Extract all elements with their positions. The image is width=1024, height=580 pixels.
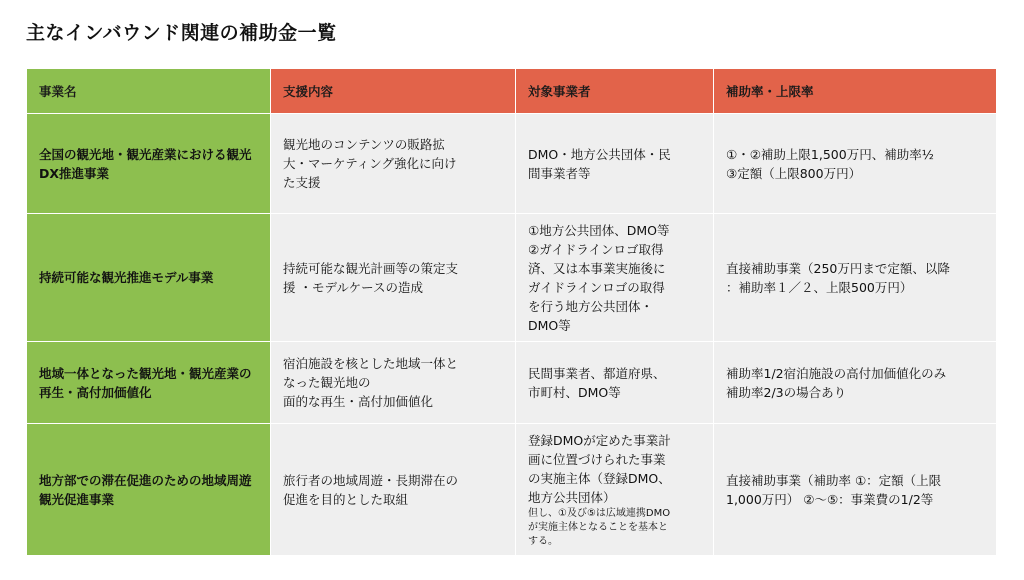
page-title: 主なインバウンド関連の補助金一覧	[26, 22, 337, 44]
target-entities: 登録DMOが定めた事業計 画に位置づけられた事業 の実施主体（登録DMO、 地方公共団体）	[528, 432, 671, 505]
support-content: 宿泊施設を核とした地域一体と なった観光地の 面的な再生・高付加価値化	[271, 342, 516, 424]
column-header-rate: 補助率・上限率	[714, 69, 997, 114]
subsidy-rate: ①・②補助上限1,500万円、補助率½ ③定額（上限800万円）	[714, 114, 997, 214]
program-name: 地域一体となった観光地・観光産業の再生・高付加価値化	[27, 342, 271, 424]
target-entities: ①地方公共団体、DMO等 ②ガイドラインロゴ取得 済、又は本事業実施後に ガイドラインロゴの取得 を行う地方公共団体・ DMO等	[516, 214, 714, 342]
program-name: 持続可能な観光推進モデル事業	[27, 214, 271, 342]
program-name: 全国の観光地・観光産業における観光DX推進事業	[27, 114, 271, 214]
support-content: 持続可能な観光計画等の策定支 援 ・モデルケースの造成	[271, 214, 516, 342]
target-entities-cell	[516, 424, 714, 556]
support-content: 旅行者の地域周遊・長期滞在の 促進を目的とした取組	[271, 424, 516, 556]
support-content: 観光地のコンテンツの販路拡 大・マーケティング強化に向け た支援	[271, 114, 516, 214]
table-row	[27, 114, 997, 214]
table-header-row	[27, 69, 997, 114]
subsidy-rate: 直接補助事業（補助率 ①：定額（上限 1,000万円） ②〜⑤：事業費の1/2等	[714, 424, 997, 556]
column-header-support: 支援内容	[271, 69, 516, 114]
program-name: 地方部での滞在促進のための地域周遊観光促進事業	[27, 424, 271, 556]
target-note: 但し、①及び⑤は広域連携DMO が実施主体となることを基本と する。	[528, 507, 671, 547]
subsidy-table	[26, 68, 997, 556]
column-header-name: 事業名	[27, 69, 271, 114]
table-row	[27, 342, 997, 424]
subsidy-rate: 直接補助事業（250万円まで定額、以降 ：補助率１／２、上限500万円）	[714, 214, 997, 342]
subsidy-rate: 補助率1/2宿泊施設の高付加価値化のみ 補助率2/3の場合あり	[714, 342, 997, 424]
table-row	[27, 214, 997, 342]
target-entities: DMO・地方公共団体・民 間事業者等	[516, 114, 714, 214]
column-header-target: 対象事業者	[516, 69, 714, 114]
target-entities: 民間事業者、都道府県、 市町村、DMO等	[516, 342, 714, 424]
table-row	[27, 424, 997, 556]
